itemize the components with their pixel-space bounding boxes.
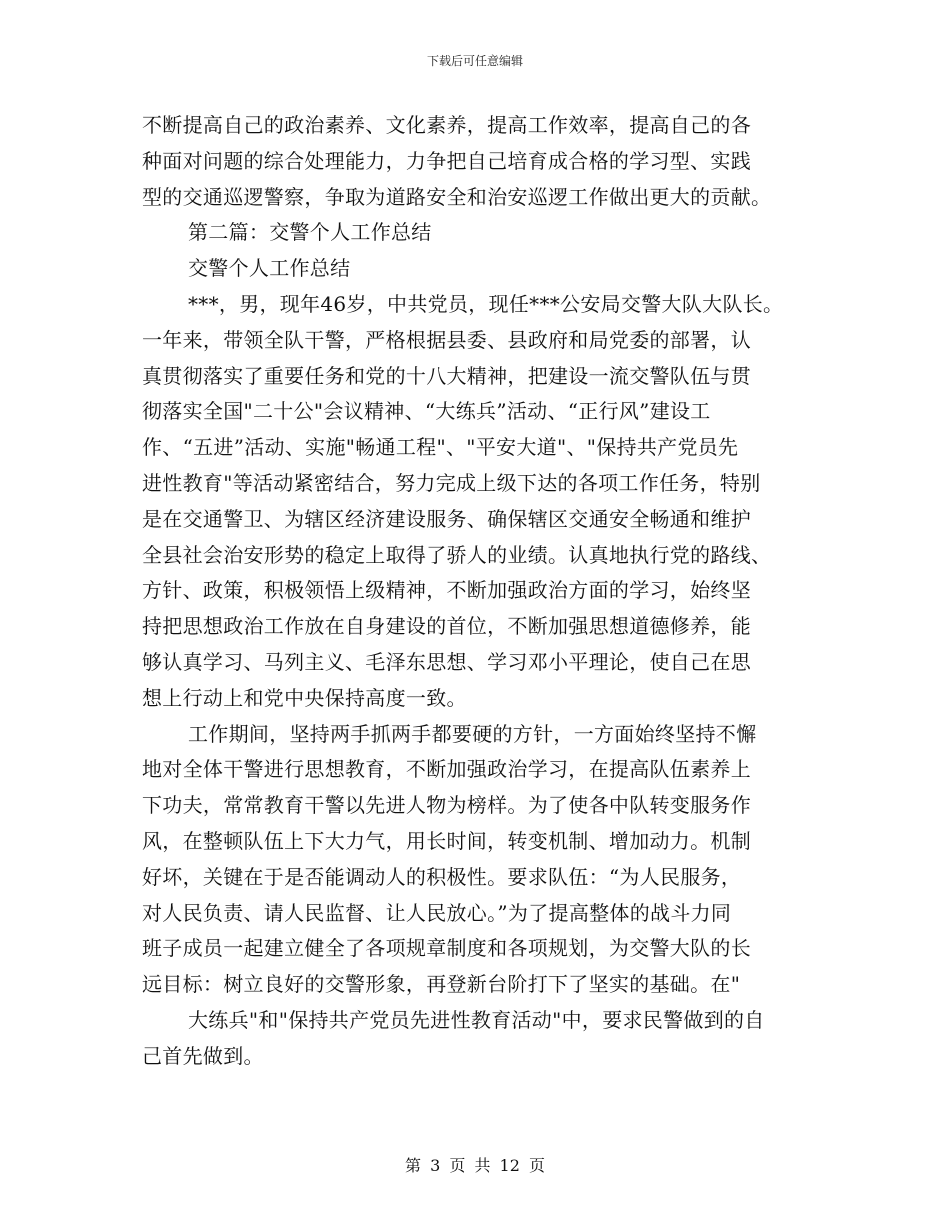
- text-line: 一年来，带领全队干警，严格根据县委、县政府和局党委的部署，认: [142, 327, 751, 352]
- text-line: 彻落实全国"二十公"会议精神、“大练兵”活动、“正行风”建设工: [142, 399, 711, 424]
- text-line: 真贯彻落实了重要任务和党的十八大精神，把建设一流交警队伍与贯: [142, 363, 751, 388]
- text-line: 够认真学习、马列主义、毛泽东思想、学习邓小平理论，使自己在思: [142, 649, 751, 674]
- text-line: 工作期间，坚持两手抓两手都要硬的方针，一方面始终坚持不懈: [188, 721, 757, 746]
- page-number: 第 3 页 共 12 页: [405, 1156, 545, 1175]
- text-line: 对人民负责、请人民监督、让人民放心。”为了提高整体的战斗力同: [142, 900, 732, 925]
- text-line: 持把思想政治工作放在自身建设的首位，不断加强思想道德修养，能: [142, 614, 751, 639]
- text-line: 不断提高自己的政治素养、文化素养，提高工作效率，提高自己的各: [142, 113, 751, 137]
- text-line: ***，男，现年46岁，中共党员，现任***公安局交警大队大队长。: [188, 291, 784, 316]
- text-line: 方针、政策，积极领悟上级精神，不断加强政治方面的学习，始终坚: [142, 578, 751, 603]
- text-line: 远目标：树立良好的交警形象，再登新台阶打下了坚实的基础。在": [142, 972, 741, 997]
- text-line: 地对全体干警进行思想教育，不断加强政治学习，在提高队伍素养上: [142, 757, 751, 782]
- text-line: 大练兵"和"保持共产党员先进性教育活动"中，要求民警做到的自: [188, 1007, 765, 1032]
- text-line: 好坏，关键在于是否能调动人的积极性。要求队伍：“为人民服务，: [142, 864, 742, 889]
- text-line: 下功夫，常常教育干警以先进人物为榜样。为了使各中队转变服务作: [142, 793, 751, 818]
- text-line: 种面对问题的综合处理能力，力争把自己培育成合格的学习型、实践: [142, 148, 751, 173]
- text-line: 全县社会治安形势的稳定上取得了骄人的业绩。认真地执行党的路线、: [142, 542, 772, 567]
- text-line: 是在交通警卫、为辖区经济建设服务、确保辖区交通安全畅通和维护: [142, 506, 751, 531]
- document-body: [142, 108, 822, 1075]
- text-line: 作、“五进”活动、实施"畅通工程"、"平安大道"、"保持共产党员先: [142, 435, 739, 460]
- text-line: 班子成员一起建立健全了各项规章制度和各项规划，为交警大队的长: [142, 936, 751, 961]
- text-line: 想上行动上和党中央保持高度一致。: [142, 685, 467, 710]
- text-line: 己首先做到。: [142, 1043, 264, 1068]
- document-title: 交警个人工作总结: [188, 256, 351, 281]
- text-line: 风，在整顿队伍上下大力气，用长时间，转变机制、增加动力。机制: [142, 828, 751, 853]
- text-line: 型的交通巡逻警察，争取为道路安全和治安巡逻工作做出更大的贡献。: [142, 184, 772, 209]
- text-line: 进性教育"等活动紧密结合，努力完成上级下达的各项工作任务，特别: [142, 470, 761, 495]
- page-header: 下载后可任意编辑: [426, 54, 523, 68]
- section-heading: 第二篇：交警个人工作总结: [188, 220, 432, 245]
